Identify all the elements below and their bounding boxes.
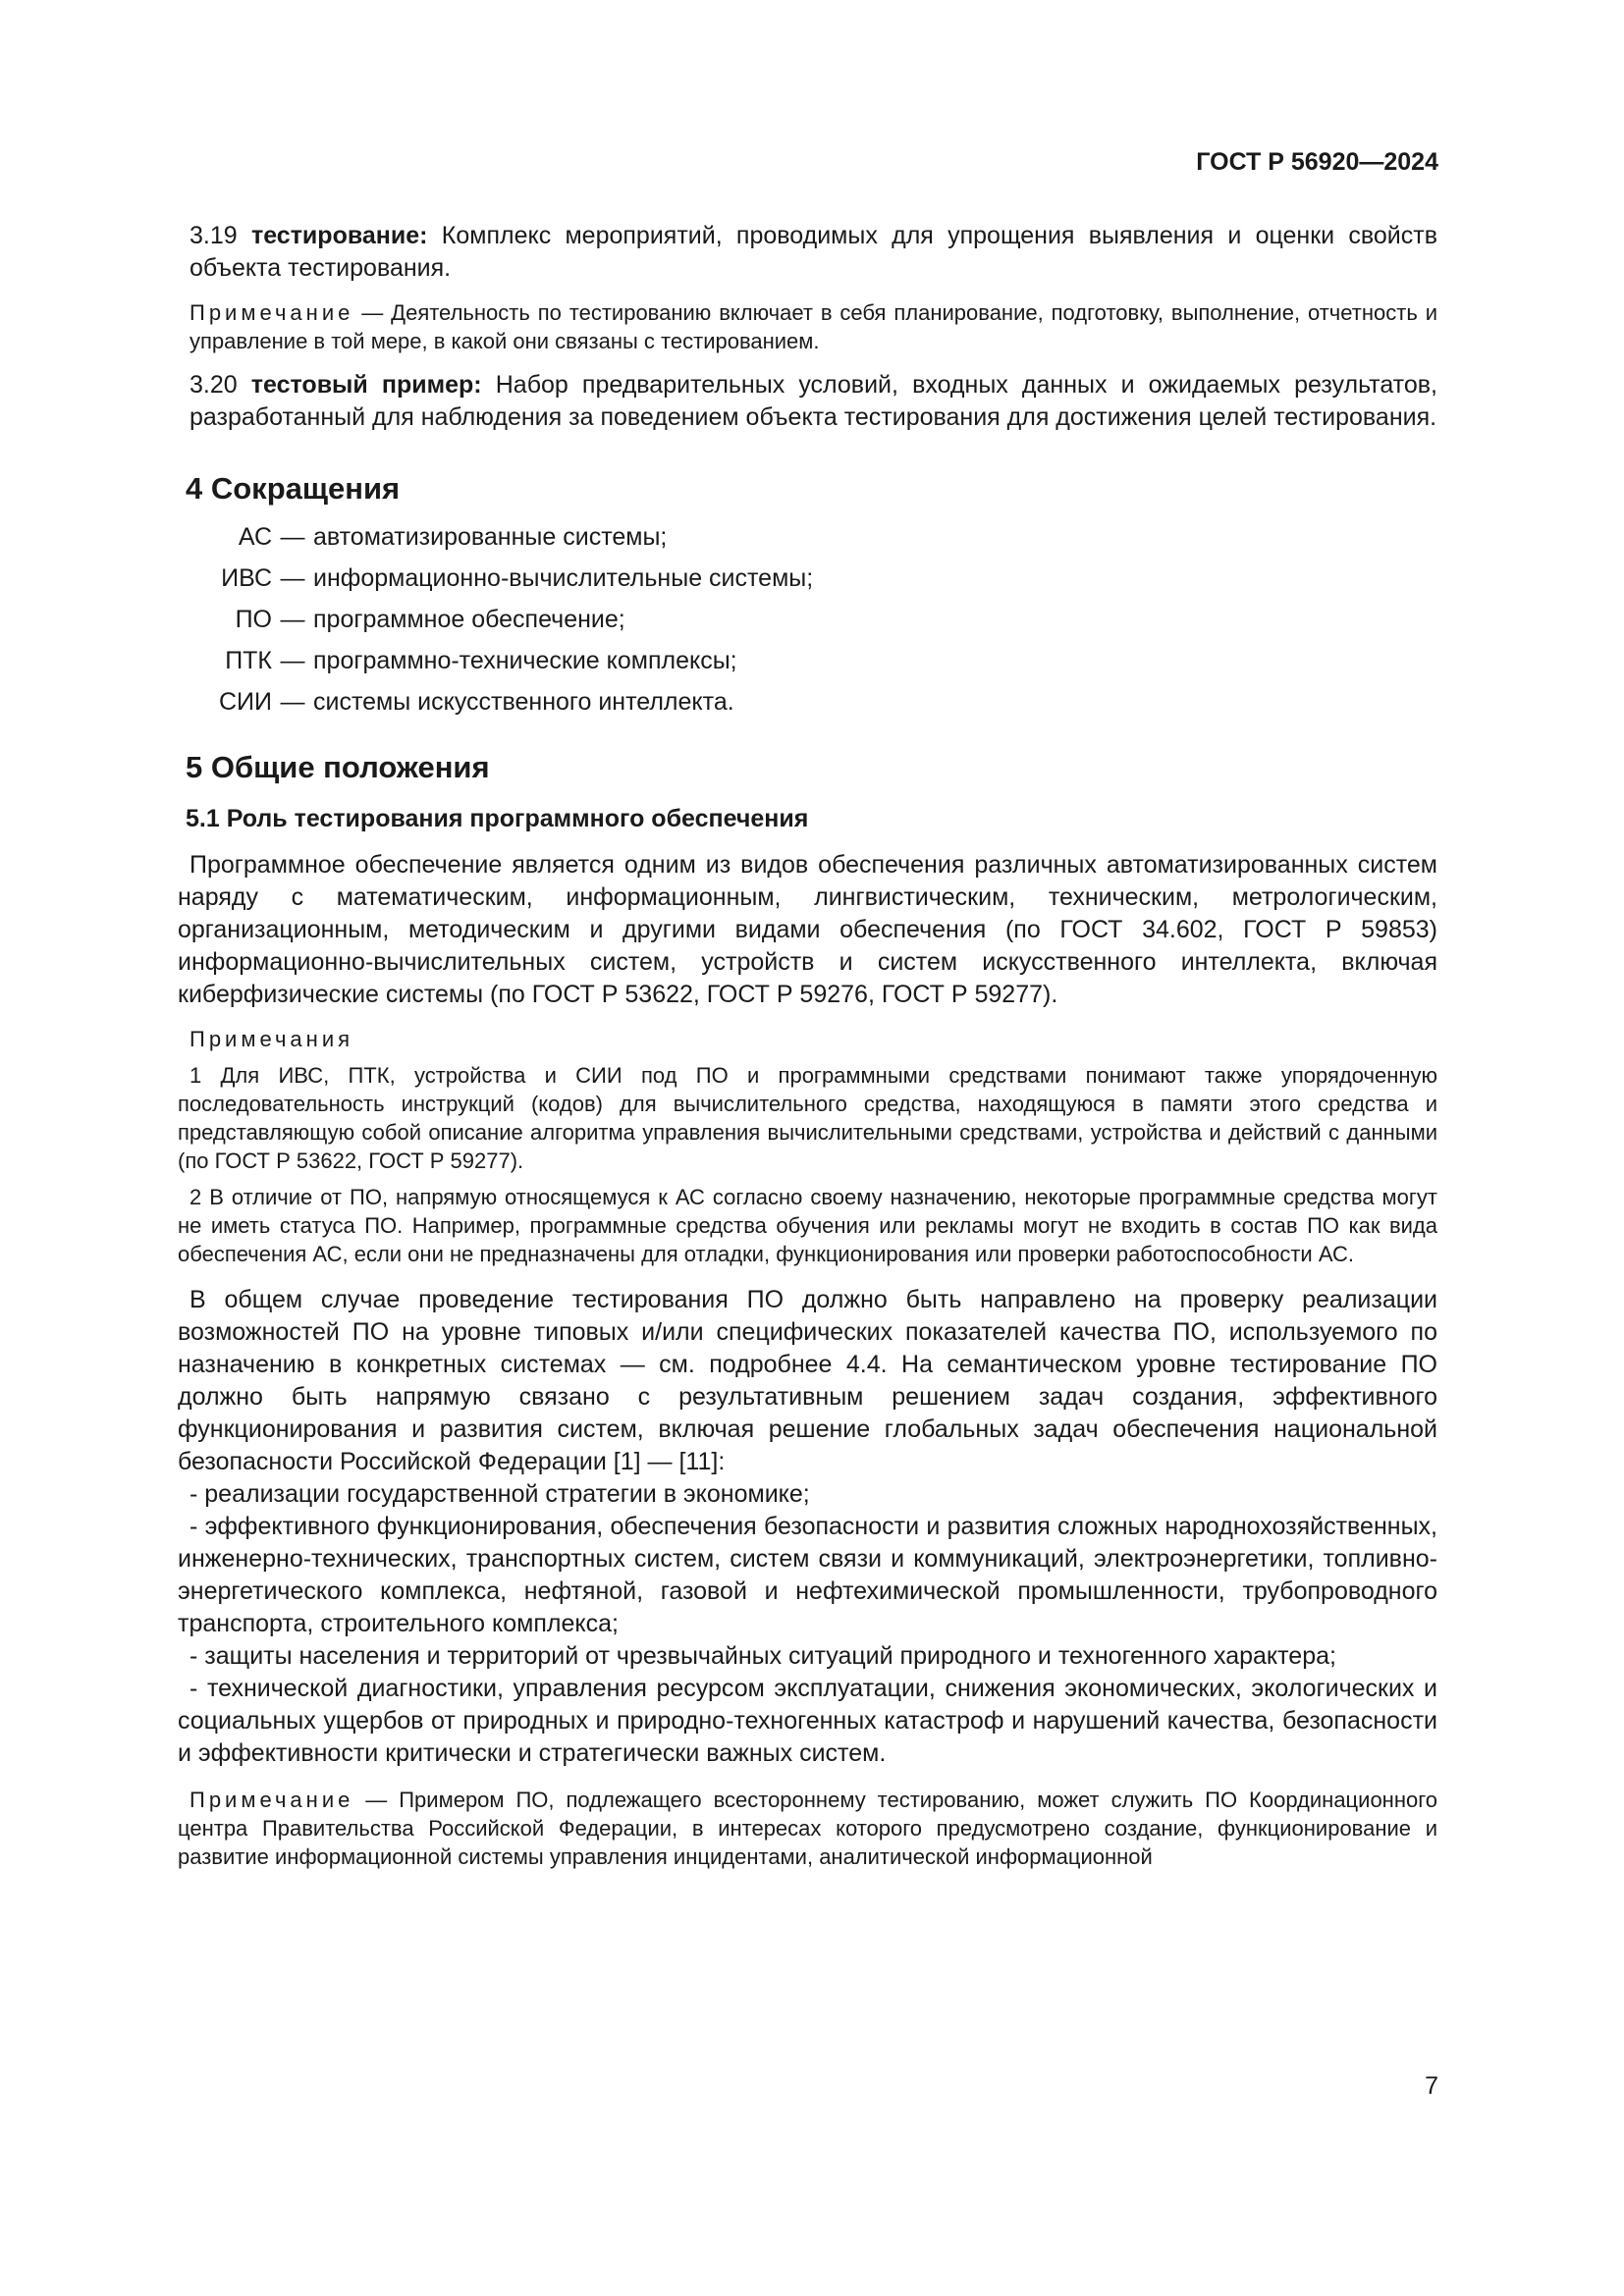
note-label: Примечание — [189, 1788, 354, 1812]
bullet-list — [178, 1478, 1437, 1770]
term-definition: Набор предварительных условий, входных данных и ожидаемых результатов, разработанный для наблюдения за поведением объекта тестирования для достижения целей тестирования. — [189, 371, 1437, 431]
note-label: Примечание — [189, 300, 354, 325]
paragraph: Программное обеспечение является одним из видов обеспечения различных автоматизированных систем наряду с математическим, информационным, лингвистическим, техническим, метрологическим, организационным, методическим и другими видами обеспечения (по ГОСТ 34.602, ГОСТ Р 59853) информационно-вычислительных систем, устройств и систем искусственного интеллекта, включая киберфизические системы (по ГОСТ Р 53622, ГОСТ Р 59276, ГОСТ Р 59277). — [178, 851, 1437, 1008]
abbreviation-item — [178, 640, 1437, 681]
term-3-20 — [178, 369, 1437, 434]
section-5-title: 5 Общие положения — [186, 750, 490, 784]
abbreviation-term: ПО — [235, 606, 272, 633]
abbreviation-dash: — — [280, 647, 305, 674]
abbreviation-dash: — — [280, 523, 305, 551]
page-number: 7 — [1425, 2072, 1438, 2100]
subsection-5-1-title: 5.1 Роль тестирования программного обеспечения — [186, 805, 809, 832]
page-content — [178, 220, 1437, 1871]
note-text: — Деятельность по тестированию включает в себя планирование, подготовку, выполнение, отчетность и управление в той мере, в какой они связаны с тестированием. — [189, 300, 1437, 353]
abbreviation-definition: информационно-вычислительные системы; — [313, 564, 814, 592]
abbreviation-term: ИВС — [221, 564, 272, 592]
note-1: 1 Для ИВС, ПТК, устройства и СИИ под ПО и программными средствами понимают также упорядоченную последовательность инструкций (кодов) для вычислительного средства, находящуюся в памяти этого средства и представляющую собой описание алгоритма управления вычислительными средствами, устройства и действий с данными (по ГОСТ Р 53622, ГОСТ Р 59277). — [178, 1063, 1437, 1173]
abbreviation-term: АС — [238, 523, 272, 551]
note-text: — Примером ПО, подлежащего всестороннему тестированию, может служить ПО Координационного центра Правительства Российской Федерации, в интересах которого предусмотрено создание, функционирование и развитие информационной системы управления инцидентами, аналитической информационной — [178, 1788, 1437, 1869]
paragraph: В общем случае проведение тестирования ПО должно быть направлено на проверку реализации возможностей ПО на уровне типовых и/или специфических показателей качества ПО, используемого по назначению в конкретных системах — см. подробнее 4.4. На семантическом уровне тестирование ПО должно быть напрямую связано с результативным решением задач создания, эффективного функционирования и развития систем, включая решение глобальных задач обеспечения национальной безопасности Российской Федерации [1] — [11]: — [178, 1286, 1437, 1475]
term-definition: Комплекс мероприятий, проводимых для упрощения выявления и оценки свойств объекта тестирования. — [189, 222, 1438, 282]
document-code: ГОСТ Р 56920—2024 — [1196, 148, 1438, 176]
abbreviation-item — [178, 681, 1437, 722]
list-item: - защиты населения и территорий от чрезвычайных ситуаций природного и техногенного характера; — [189, 1642, 1336, 1670]
list-item: - технической диагностики, управления ресурсом эксплуатации, снижения экономических, экологических и социальных ущербов от природных и природно-техногенных катастроф и нарушений качества, безопасности и эффективности критически и стратегически важных систем. — [178, 1675, 1437, 1767]
term-number: 3.19 — [189, 222, 238, 249]
note-2: 2 В отличие от ПО, напрямую относящемуся к АС согласно своему назначению, некоторые программные средства могут не иметь статуса ПО. Например, программные средства обучения или рекламы могут не входить в состав ПО как вида обеспечения АС, если они не предназначены для отладки, функционирования или проверки работоспособности АС. — [178, 1185, 1437, 1266]
abbreviation-term: ПТК — [225, 647, 272, 674]
term-3-19 — [178, 220, 1437, 285]
abbreviation-dash: — — [280, 564, 305, 592]
abbreviation-item — [178, 599, 1437, 640]
abbreviation-definition: программное обеспечение; — [313, 606, 625, 633]
abbreviation-dash: — — [280, 688, 305, 716]
term-name: тестовый пример: — [250, 371, 482, 399]
notes-label-text: Примечания — [189, 1027, 354, 1051]
list-item: - эффективного функционирования, обеспечения безопасности и развития сложных народнохозяйственных, инженерно-технических, транспортных систем, систем связи и коммуникаций, электроэнергетики, топливно-энергетического комплекса, нефтяной, газовой и нефтехимической промышленности, трубопроводного транспорта, строительного комплекса; — [178, 1513, 1437, 1637]
abbreviation-dash: — — [280, 606, 305, 633]
final-note — [178, 1786, 1437, 1871]
abbreviation-term: СИИ — [219, 688, 272, 716]
term-3-19-note — [178, 298, 1437, 355]
list-item: - реализации государственной стратегии в экономике; — [189, 1480, 810, 1508]
abbreviation-definition: системы искусственного интеллекта. — [313, 688, 734, 716]
abbreviation-definition: программно-технические комплексы; — [313, 647, 737, 674]
abbreviation-item — [178, 516, 1437, 558]
abbreviations-list — [178, 516, 1437, 722]
abbreviation-definition: автоматизированные системы; — [313, 523, 668, 551]
term-name: тестирование: — [250, 222, 428, 249]
term-number: 3.20 — [189, 371, 238, 399]
abbreviation-item — [178, 558, 1437, 599]
notes-label — [178, 1025, 1437, 1053]
section-4-title: 4 Сокращения — [186, 471, 401, 506]
